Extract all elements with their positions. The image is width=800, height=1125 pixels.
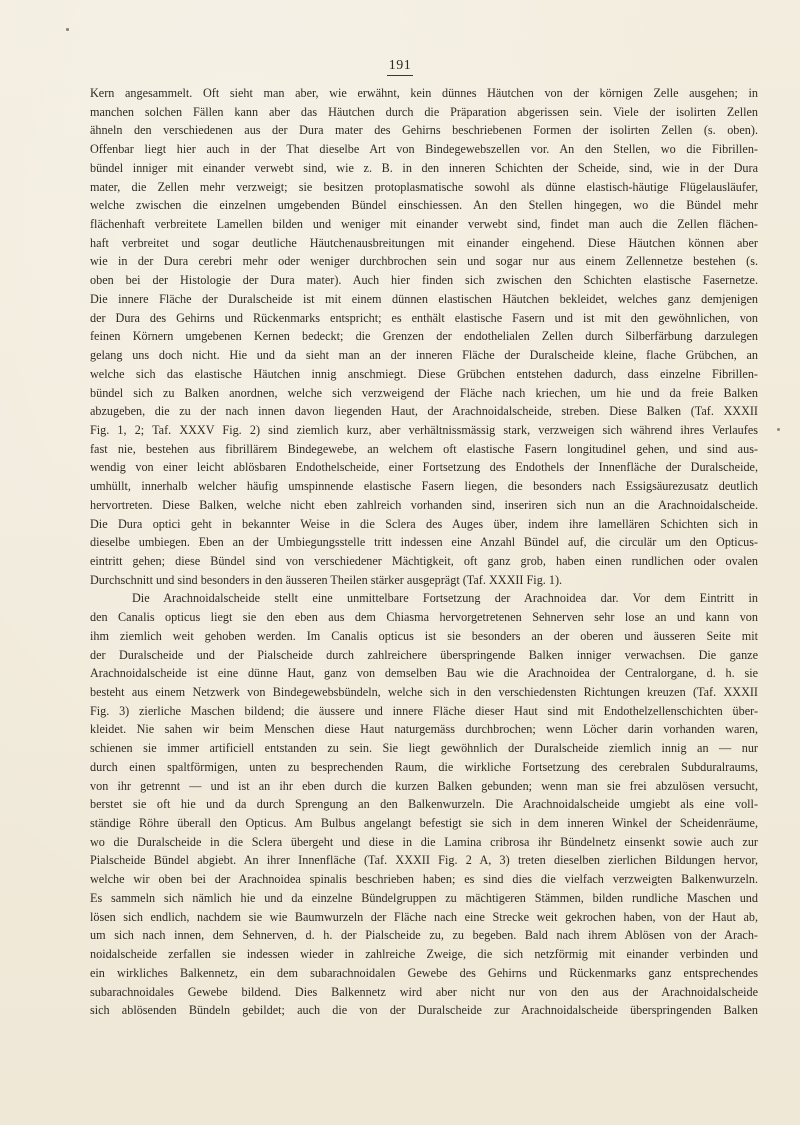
page-number-text: 191 bbox=[387, 58, 414, 76]
text-line: kleidet. Nie sahen wir beim Menschen diese Haut naturgemäss durchbrochen; wenn Löcher darin vorhanden waren, bbox=[90, 722, 758, 737]
text-line: um sich nach innen, dem Sehnerven, d. h. der Pialscheide zu, zu begeben. Bald nach ihrem Ablösen von der Arach- bbox=[90, 928, 758, 943]
text-line: wo die Duralscheide in die Sclera übergeht und diese in die Lamina cribrosa ihr Bündelnetz einsenkt sowie auch zur bbox=[90, 834, 758, 849]
text-line: Durchschnitt und sind besonders in den äusseren Theilen stärker ausgeprägt (Taf. XXXII Fig. 1). bbox=[90, 572, 563, 587]
text-line: bündel sich zu Balken anordnen, welche sich verzweigend der Fläche nach kriechen, um hie und da freie Balken bbox=[90, 385, 758, 400]
text-line: Die Arachnoidalscheide stellt eine unmittelbare Fortsetzung der Arachnoidea dar. Vor dem Eintritt in bbox=[132, 591, 758, 606]
text-line: schienen sie immer artificiell entstanden zu sein. Sie liegt gewöhnlich der Duralscheide ziemlich innig an — nur bbox=[90, 741, 758, 756]
text-line: der Duralscheide und der Pialscheide durch zahlreichere überspringende Balken inniger verwachsen. Die ganze bbox=[90, 647, 758, 662]
text-line: lösen sich endlich, nachdem sie wie Baumwurzeln der Fläche nach eine Strecke weit gekrochen haben, von der Haut ab, bbox=[90, 909, 758, 924]
text-line: wie in der Dura cerebri mehr oder weniger durchbrochen sein und sogar nur aus einem Zellennetze bestehen (s. bbox=[90, 254, 758, 269]
text-line: fast nie, bestehen aus fibrillärem Bindegewebe, an welchem oft elastische Fasern longitudinel gehen, und sind aus- bbox=[90, 441, 758, 456]
text-line: haft verbreitet und sogar deutliche Häutchenausbreitungen mit einander eingehend. Diese Häutchen können aber bbox=[90, 235, 758, 250]
text-line: noidalscheide zerfallen sie indessen wieder in zahlreiche Zweige, die sich netzförmig mit einander verbinden und bbox=[90, 947, 758, 962]
text-line: hervortreten. Diese Balken, welche nicht eben zahlreich vorhanden sind, inseriren sich nun an die Arachnoidalscheide. bbox=[90, 497, 758, 512]
text-line: umhüllt, innerhalb welcher häufig umspinnende elastische Fasern liegen, die besonders nach Essigsäurezusatz deutlich bbox=[90, 479, 758, 494]
text-line: Fig. 3) zierliche Maschen bildend; die äussere und innere Fläche dieser Haut sind mit Endothelzellenschichten über- bbox=[90, 703, 758, 718]
text-line: Die Dura optici geht in bekannter Weise in die Sclera des Auges über, indem ihre lamellären Schichten sich in bbox=[90, 516, 758, 531]
text-line: berstet sie oft hie und da durch Sprengung an den Balkenwurzeln. Die Arachnoidalscheide umgiebt als eine voll- bbox=[90, 797, 758, 812]
page-number bbox=[0, 58, 800, 76]
text-line: von ihr getrennt — und ist an ihr eben durch die kurzen Balken gebunden; wenn man sie frei abzulösen versucht, bbox=[90, 778, 758, 793]
text-line: abzugeben, die zu der nach innen davon liegenden Haut, der Arachnoidalscheide, streben. Diese Balken (Taf. XXXII bbox=[90, 404, 758, 419]
body-text bbox=[90, 84, 758, 1039]
margin-dot bbox=[777, 428, 780, 431]
page-speck bbox=[66, 28, 69, 31]
text-line: der Dura des Gehirns und Rückenmarks entspricht; es enthält elastische Fasern und ist mit den gewöhnlichen, von bbox=[90, 310, 758, 325]
text-line: welche zwischen die einzelnen umgebenden Bündel einschiessen. An den Stellen hingegen, wo die Bündel mehr bbox=[90, 198, 758, 213]
text-line: bündel inniger mit einander verwebt sind, wie z. B. in den inneren Schichten der Scheide, sind, wie in der Dura bbox=[90, 160, 758, 175]
text-line: besteht aus einem Netzwerk von Bindegewebsbündeln, welche sich in den verschiedensten Richtungen kreuzen (Taf. XXXII bbox=[90, 685, 758, 699]
text-line: flächenhaft verbreitete Lamellen bilden und weniger mit einander verwebt sind, findet man auch die Zellen flächen- bbox=[90, 217, 758, 232]
text-line: ihm ziemlich weit gehoben werden. Im Canalis opticus ist sie besonders an der oberen und äusseren Seite mit bbox=[90, 628, 758, 643]
text-line: Fig. 1, 2; Taf. XXXV Fig. 2) sind ziemlich kurz, aber verhältnissmässig stark, verzweigen sich während ihres Verlaufes bbox=[90, 422, 758, 437]
text-line: durch einen spaltförmigen, unten zu besprechenden Raum, die wirkliche Fortsetzung des cerebralen Subduralraums, bbox=[90, 759, 758, 774]
text-line: Pialscheide Bündel abgiebt. An ihrer Innenfläche (Taf. XXXII Fig. 2 A, 3) treten dieselben zierlichen Bildungen hervor, bbox=[90, 853, 758, 868]
text-line: oben bei der Histologie der Dura mater). Auch hier finden sich zwischen den Schichten elastische Fasernetze. bbox=[90, 273, 758, 288]
text-line: manchen solchen Fällen kann aber das Häutchen durch die Präparation abgerissen sein. Viele der isolirten Zellen bbox=[90, 104, 758, 119]
text-line: dieselbe umbiegen. Eben an der Umbiegungsstelle tritt indessen eine Anzahl Bündel auf, die circulär um den Opticus- bbox=[90, 535, 758, 550]
text-line: Offenbar liegt hier auch in der That dieselbe Art von Bindegewebszellen vor. An den Stellen, wo die Fibrillen- bbox=[90, 142, 758, 157]
text-line: ständige Röhre überall den Opticus. Am Bulbus angelangt befestigt sie sich in dem inneren Winkel der Scheidenräume, bbox=[90, 816, 758, 831]
text-line: welche wir oben bei der Arachnoidea spinalis beschrieben haben; es sind dies die vielfach verzweigten Balkenwurzeln. bbox=[90, 872, 758, 887]
text-line: Es sammeln sich nämlich hie und da einzelne Bündelgruppen zu mächtigeren Stämmen, bilden rundliche Maschen und bbox=[90, 890, 758, 905]
text-line: eintritt gehen; diese Bündel sind von verschiedener Mächtigkeit, oft ganz grob, haben einen rundlichen oder ovalen bbox=[90, 553, 758, 568]
text-line: Arachnoidalscheide ist eine dünne Haut, ganz von demselben Bau wie die Arachnoidea der Centralorgane, d. h. sie bbox=[90, 666, 758, 681]
text-line: gelang uns doch nicht. Hie und da sieht man an der inneren Fläche der Duralscheide kleine, flache Grübchen, an bbox=[90, 348, 758, 363]
text-line: subarachnoidales Gewebe bildend. Dies Balkennetz wird aber nicht nur von den aus der Arachnoidalscheide bbox=[90, 984, 758, 999]
text-line: den Canalis opticus liegt sie den eben aus dem Chiasma hervorgetretenen Sehnerven sehr lose an und kann von bbox=[90, 610, 758, 625]
text-line: feinen Körnern umgebenen Kernen bedeckt; die Grenzen der endothelialen Zellen durch Silberfärbung darzulegen bbox=[90, 329, 758, 344]
text-line: Die innere Fläche der Duralscheide ist mit einem dünnen elastischen Häutchen bekleidet, welches ganz demjenigen bbox=[90, 291, 758, 306]
text-line: ähneln den verschiedenen aus der Dura mater des Gehirns beschriebenen Formen der isolirten Zellen (s. oben). bbox=[90, 123, 758, 138]
text-line: ein wirkliches Balkennetz, ein dem subarachnoidalen Gewebe des Gehirns und Rückenmarks ganz entsprechendes bbox=[90, 965, 758, 980]
text-line: Kern angesammelt. Oft sieht man aber, wie erwähnt, kein dünnes Häutchen von der körnigen Zelle ausgehen; in bbox=[90, 86, 758, 100]
text-line: welche sich das elastische Häutchen innig anschmiegt. Diese Grübchen entstehen dadurch, dass einzelne Fibrillen- bbox=[90, 366, 758, 381]
text-line: mater, die Zellen mehr verzweigt; sie besitzen protoplasmatische sowohl als dünne elastisch-häutige Flügelausläufer, bbox=[90, 179, 758, 194]
text-line: wendig von einer leicht ablösbaren Endothelscheide, einer Fortsetzung des Endothels der Innenfläche der Duralscheide, bbox=[90, 460, 758, 475]
text-line bbox=[90, 1020, 758, 1039]
text-line: sich ablösenden Bündeln gebildet; auch die von der Duralscheide zur Arachnoidalscheide überspringenden Balken bbox=[90, 1003, 758, 1018]
